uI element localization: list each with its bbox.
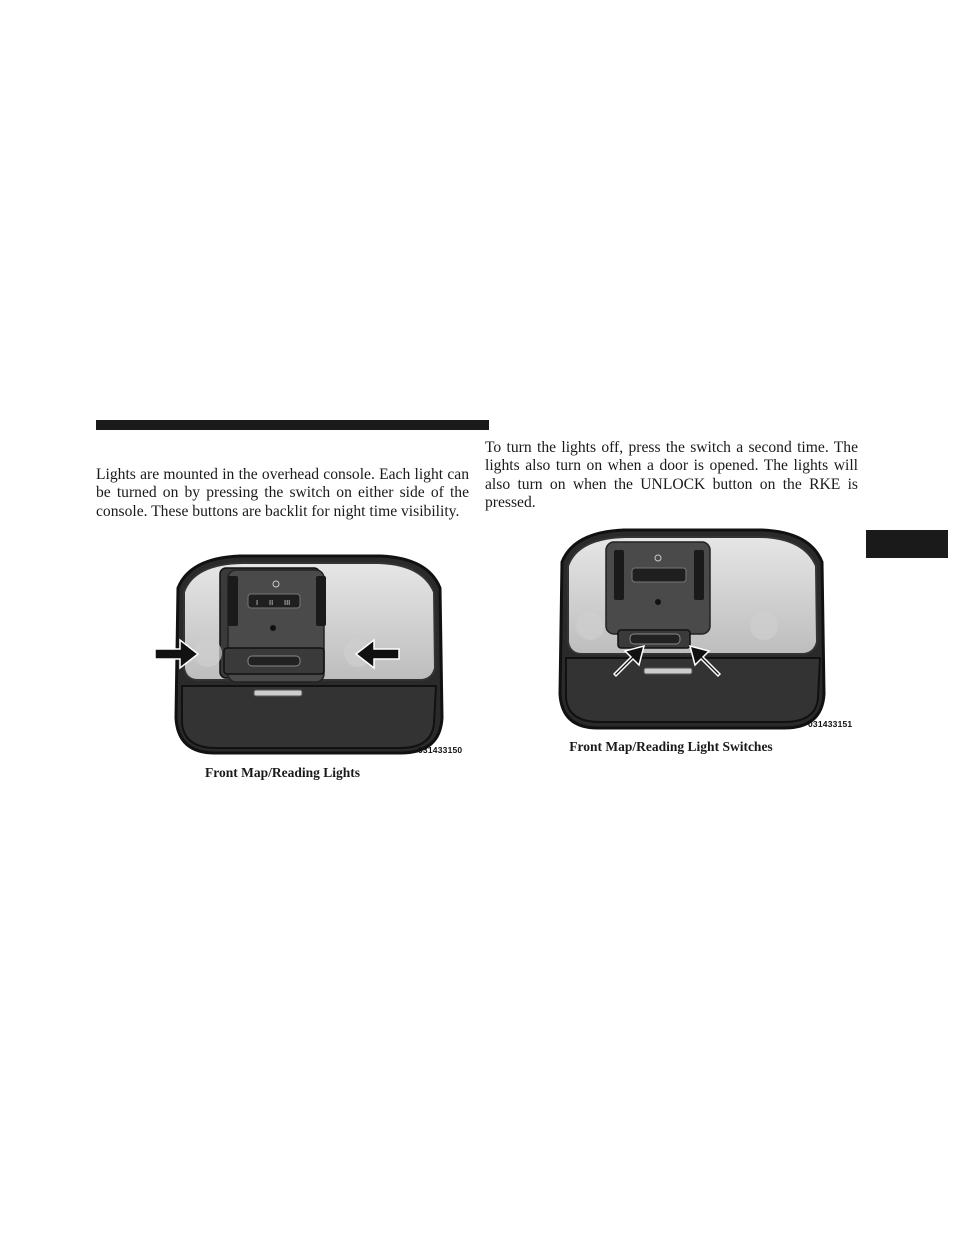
figure-front-map-reading-light-switches (540, 522, 860, 734)
reading-light-switches (248, 656, 300, 666)
section-header-rule (96, 420, 489, 430)
figure-code: 031433151 (808, 719, 853, 729)
figure-caption: Front Map/Reading Light Switches (569, 739, 773, 754)
right-reading-lamp (750, 612, 778, 640)
garage-button-3-label: III (284, 599, 291, 607)
figure-caption: Front Map/Reading Lights (204, 765, 361, 780)
figure-code: 031433150 (418, 745, 463, 755)
left-reading-lamp (194, 639, 222, 667)
intro-paragraph: Lights are mounted in the overhead console. Each light can be turned on by pressing the switch on either side of the console. These buttons are backlit for night time visibility. (96, 466, 469, 520)
overhead-console (560, 530, 824, 728)
overhead-console (176, 556, 442, 754)
reading-light-switches (630, 634, 680, 644)
lights-off-paragraph: To turn the lights off, press the switch a second time. The lights also turn on when a door is opened. The lights will also turn on when the UNLOCK button on the RKE is pressed. (485, 439, 858, 512)
left-reading-lamp (576, 612, 604, 640)
chapter-tab (866, 530, 948, 558)
garage-button-1-label: I (256, 599, 259, 607)
figure-front-map-reading-lights (150, 548, 470, 758)
garage-button-2-label: II (269, 599, 274, 607)
